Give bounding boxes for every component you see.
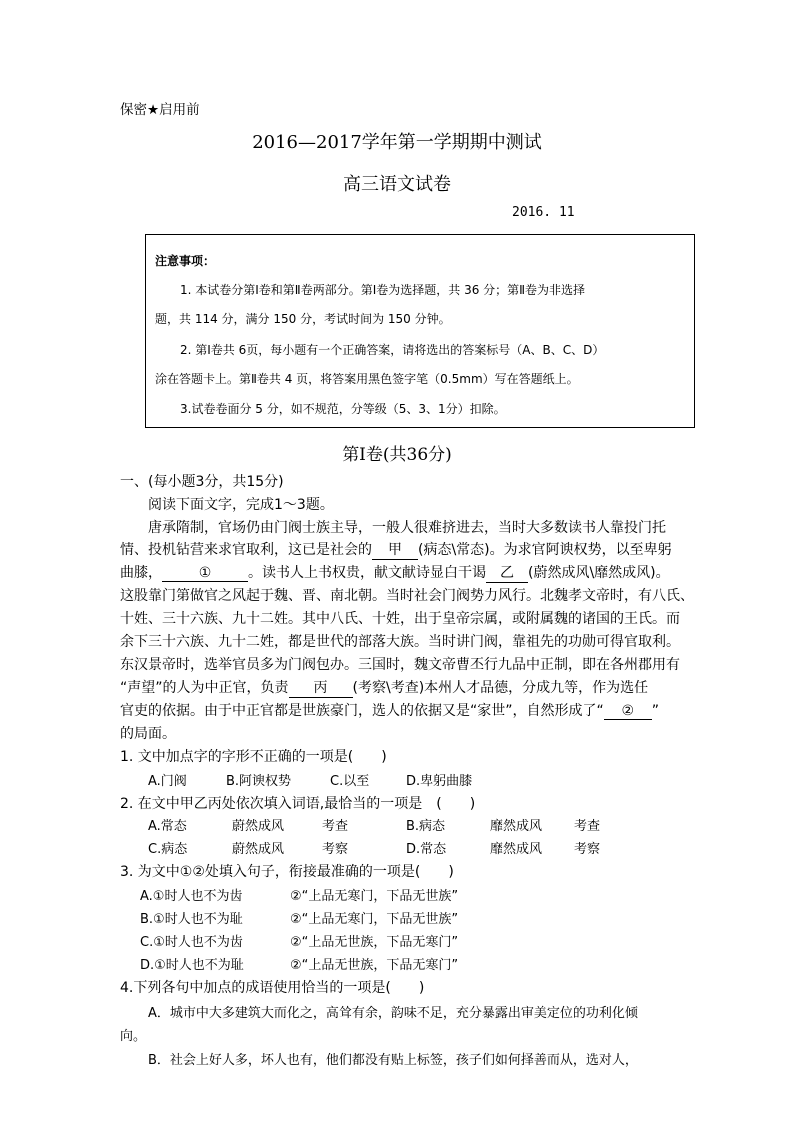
q4-option-a-cont: 向。: [120, 1029, 147, 1044]
blank-bing: 丙: [289, 677, 353, 698]
blank-jia: 甲: [372, 539, 418, 560]
q2-option-b: B.病态: [406, 819, 446, 834]
blank-2: ②: [604, 703, 652, 720]
passage-line: 唐承隋制，官场仍由门阀士族主导，一般人很难挤进去，当时大多数读书人靠投门托: [148, 520, 666, 536]
passage-line: 十姓、三十六族、九十二姓。其中八氏、十姓，出于皇帝宗属，或附属魏的诸国的王氏。而: [120, 611, 680, 627]
q3-option-d: D.①时人也不为耻: [140, 958, 244, 973]
question-1-stem: 1. 文中加点字的字形不正确的一项是( ): [120, 749, 387, 765]
q3-option-b-part2: ②“上品无寒门，下品无世族”: [290, 912, 459, 927]
question-2-stem: 2. 在文中甲乙丙处依次填入词语,最恰当的一项是 ( ): [120, 796, 476, 812]
q2-option-d-word3: 考察: [574, 842, 601, 857]
passage-text: “声望”的人为中正官，负责: [120, 680, 289, 696]
passage-line: [120, 677, 648, 698]
q2-option-c: C.病态: [148, 842, 188, 857]
confidential-mark: 保密★启用前: [120, 102, 200, 118]
q3-option-c-part2: ②“上品无世族，下品无寒门”: [290, 935, 459, 950]
exam-subtitle: 高三语文试卷: [343, 174, 451, 195]
q4-option-a: A．城市中大多建筑大而化之，高耸有余，韵味不足，充分暴露出审美定位的功利化倾: [148, 1006, 638, 1021]
passage-line: [120, 562, 670, 583]
q2-option-a: A.常态: [148, 819, 187, 834]
notice-line-1: 1. 本试卷分第Ⅰ卷和第Ⅱ卷两部分。第Ⅰ卷为选择题，共 36 分；第Ⅱ卷为非选择: [180, 283, 586, 297]
notice-line-5: 3.试卷卷面分 5 分，如不规范，分等级（5、3、1分）扣除。: [180, 402, 506, 416]
passage-text: (考察\考查)本州人才品德，分成九等，作为选任: [352, 680, 649, 696]
exam-title: 2016—2017学年第一学期期中测试: [252, 132, 542, 153]
q2-option-d: D.常态: [406, 842, 447, 857]
q2-option-a-word3: 考查: [322, 819, 349, 834]
passage-line: 东汉景帝时，选举官员多为门阀包办。三国时，魏文帝曹丕行九品中正制，即在各州郡用有: [120, 657, 680, 673]
q4-option-b: B．社会上好人多，坏人也有，他们都没有贴上标签，孩子们如何择善而从，选对人，: [148, 1053, 638, 1068]
passage-text: 官吏的依据。由于中正官都是世族豪门，选人的依据又是“家世”，自然形成了“: [120, 703, 604, 719]
q1-option-d: D.卑躬曲膝: [406, 774, 473, 789]
blank-yi: 乙: [486, 562, 528, 583]
notice-line-2: 题，共 114 分，满分 150 分，考试时间为 150 分钟。: [155, 312, 451, 326]
notice-line-4: 涂在答题卡上。第Ⅱ卷共 4 页，将答案用黑色签字笔（0.5mm）写在答题纸上。: [155, 372, 579, 386]
passage-text: ”: [651, 703, 660, 719]
passage-line: [120, 700, 659, 720]
passage-text: 曲膝，: [120, 565, 162, 581]
q3-option-c: C.①时人也不为齿: [140, 935, 243, 950]
notice-box: [145, 234, 695, 428]
q1-option-b: B.阿谀权势: [226, 774, 292, 789]
question-4-stem: 4.下列各句中加点的成语使用恰当的一项是( ): [120, 980, 425, 996]
passage-text: 。读书人上书权贵，献文献诗显白干谒: [248, 565, 486, 581]
question-3-stem: 3. 为文中①②处填入句子，衔接最准确的一项是( ): [120, 864, 454, 880]
q2-option-b-word3: 考查: [574, 819, 601, 834]
q1-option-a: A.门阀: [148, 774, 187, 789]
volume-heading: 第Ⅰ卷(共36分): [342, 445, 452, 465]
q3-option-a-part2: ②“上品无寒门，下品无世族”: [290, 889, 459, 904]
q2-option-c-word3: 考察: [322, 842, 349, 857]
q2-option-b-word2: 靡然成风: [490, 819, 543, 834]
q1-option-c: C.以至: [330, 774, 370, 789]
section-instruction: 阅读下面文字，完成1～3题。: [148, 497, 334, 513]
passage-line: 余下三十六族、九十二姓，都是世代的部落大族。当时讲门阀，靠祖先的功勋可得官取利。: [120, 634, 680, 650]
q2-option-d-word2: 靡然成风: [490, 842, 543, 857]
passage-text: (蔚然成风\靡然成风)。: [528, 565, 670, 581]
passage-line: 的局面。: [120, 726, 176, 742]
blank-1: ①: [162, 565, 248, 582]
passage-text: 情、投机钻营来求官取利，这已是社会的: [120, 542, 372, 558]
passage-line: 这股靠门第做官之风起于魏、晋、南北朝。当时社会门阀势力风行。北魏孝文帝时，有八氏、: [120, 588, 694, 604]
notice-heading: 注意事项：: [155, 254, 216, 268]
q2-option-a-word2: 蔚然成风: [232, 819, 285, 834]
q3-option-d-part2: ②“上品无世族，下品无寒门”: [290, 958, 459, 973]
exam-date: 2016. 11: [512, 205, 575, 220]
passage-text: (病态\常态)。为求官阿谀权势，以至卑躬: [418, 542, 672, 558]
passage-line: [120, 539, 672, 560]
q3-option-a: A.①时人也不为齿: [140, 889, 243, 904]
q3-option-b: B.①时人也不为耻: [140, 912, 243, 927]
q2-option-c-word2: 蔚然成风: [232, 842, 285, 857]
section-heading: 一、(每小题3分，共15分): [120, 474, 284, 490]
notice-line-3: 2. 第Ⅰ卷共 6页，每小题有一个正确答案，请将选出的答案标号（A、B、C、D）: [180, 343, 605, 357]
